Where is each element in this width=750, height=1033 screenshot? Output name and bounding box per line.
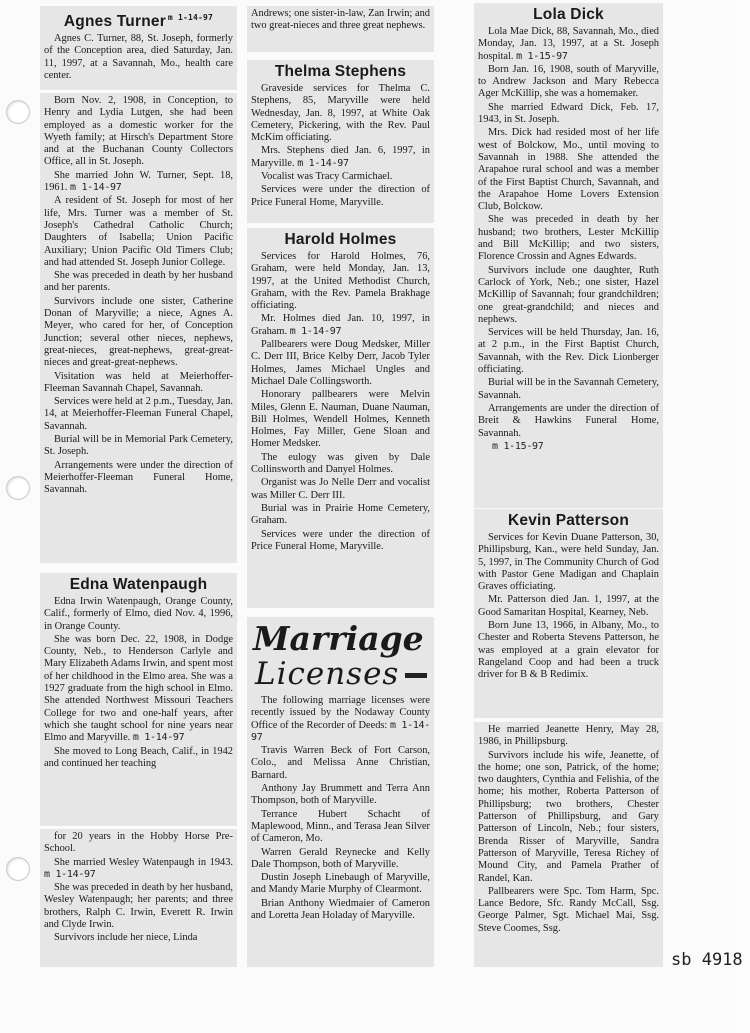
paragraph: She was preceded in death by her husband and her parents. bbox=[44, 270, 233, 294]
paragraph: Travis Warren Beck of Fort Carson, Colo., and Melissa Anne Christian, Barnard. bbox=[251, 745, 430, 781]
clipping-kevin-patterson bbox=[474, 509, 663, 718]
paragraph: Mr. Patterson died Jan. 1, 1997, at the Good Samaritan Hospital, Kearney, Neb. bbox=[478, 594, 659, 618]
paragraph: Organist was Jo Nelle Derr and vocalist was Miller C. Derr III. bbox=[251, 477, 430, 501]
paragraph: Pallbearers were Spc. Tom Harm, Spc. Lance Bedore, Sfc. Randy McCall, Ssg. George Palmer, Sgt. Michael Mai, Ssg. Steve Coomes, Ssg. bbox=[478, 885, 659, 934]
paragraph: She married Wesley Watenpaugh in 1943. m 1-14-97 bbox=[44, 856, 233, 880]
handwritten-date: m 1-14-97 bbox=[251, 719, 430, 743]
obituary-title: Harold Holmes bbox=[284, 231, 397, 248]
paragraph: Services were held at 2 p.m., Tuesday, Jan. 14, at Meierhoffer-Fleeman Funeral Chapel, Savannah. bbox=[44, 396, 233, 432]
punch-hole-bottom bbox=[6, 857, 30, 881]
obituary-title: Kevin Patterson bbox=[507, 512, 629, 529]
paragraph: Survivors include one daughter, Ruth Carlock of York, Neb.; one sister, Hazel McKillip of Savannah; four grandchildren; one great-grandchild; and nieces and nephews. bbox=[478, 264, 659, 325]
obituary-title: Lola Dick bbox=[533, 6, 604, 23]
handwritten-date: m 1-14-97 bbox=[132, 732, 185, 744]
paragraph: She married Edward Dick, Feb. 17, 1943, in St. Joseph. bbox=[478, 101, 659, 126]
paragraph: Pallbearers were Doug Medsker, Miller C. Derr III, Brice Kelby Derr, Jacob Tyler Holmes, James Michael Ungles and Michael Dale Collingsworth. bbox=[251, 339, 430, 387]
paragraph: Services for Harold Holmes, 76, Graham, were held Monday, Jan. 13, 1997, at the United Methodist Church, Graham, with the Rev. Pamela Brakhage officiating. bbox=[251, 251, 430, 312]
clipping-harold-holmes bbox=[247, 228, 434, 608]
paragraph: Warren Gerald Reynecke and Kelly Dale Thompson, both of Maryville. bbox=[251, 846, 430, 870]
paragraph: Born Nov. 2, 1908, in Conception, to Henry and Lydia Lutgen, she had been employed as a domestic worker for the Wyeth family; at Hirsch's Department Store and at the Buchanan County Collectors Office, all in St. Joseph. bbox=[44, 95, 233, 168]
paragraph: Survivors include her niece, Linda bbox=[54, 932, 198, 944]
paragraph: Visitation was held at Meierhoffer-Fleeman Savannah Chapel, Savannah. bbox=[44, 370, 233, 394]
paragraph: Honorary pallbearers were Melvin Miles, Glenn E. Nauman, Duane Nauman, Bill Holmes, Wendell Holmes, Kenneth Holmes, Fay Miller, Gene Sloan and Homer Medsker. bbox=[251, 389, 430, 450]
paragraph: She married John W. Turner, Sept. 18, 1961. m 1-14-97 bbox=[44, 169, 233, 194]
paragraph: Services will be held Thursday, Jan. 16, at 2 p.m., in the First Baptist Church, Savannah, with the Rev. Dick Lionberger officiating. bbox=[478, 327, 659, 376]
handwritten-date: m 1-15-97 bbox=[516, 50, 568, 62]
paragraph: Lola Mae Dick, 88, Savannah, Mo., died Monday, Jan. 13, 1997, at a St. Joseph hospital. m 1-15-97 bbox=[478, 26, 659, 62]
paragraph: The eulogy was given by Dale Collinsworth and Danyel Holmes. bbox=[251, 451, 430, 476]
paragraph: Survivors include one sister, Catherine Donan of Maryville; a niece, Agnes A. Meyer, who cared for her, of Conception Junction; several other nieces, nephews, great-nieces, great-nephews, great-great-nieces and great-great-nephews. bbox=[44, 295, 233, 369]
clipping-agnes-turner-body bbox=[40, 93, 237, 563]
paragraph: Mrs. Dick had resided most of her life west of Bolckow, Mo., until moving to Savannah in 1988. She attended the Arapahoe rural school and was a member of the First Baptist Church, Savannah, and the Arapahoe Home Lovers Extension Club, Bolckow. bbox=[478, 127, 659, 213]
obituary-title: Edna Watenpaugh bbox=[69, 576, 208, 593]
paragraph: for 20 years in the Hobby Horse Pre-School. bbox=[44, 831, 233, 855]
paragraph: Brian Anthony Wiedmaier of Cameron and Loretta Jean Holaday of Maryville. bbox=[251, 897, 430, 922]
paragraph: Vocalist was Tracy Carmichael. bbox=[261, 171, 393, 183]
clipping-lola-dick bbox=[474, 3, 663, 508]
handwritten-date: m 1-14-97 bbox=[70, 182, 122, 194]
dash-rule bbox=[405, 673, 427, 678]
licenses-heading: Licenses bbox=[255, 657, 430, 691]
handwritten-date: m 1-14-97 bbox=[297, 157, 349, 169]
punch-hole-middle bbox=[6, 476, 30, 500]
handwritten-call-number: sb 4918 bbox=[671, 950, 743, 970]
paragraph: Arrangements are under the direction of Breit & Hawkins Funeral Home, Savannah. bbox=[478, 402, 659, 439]
paragraph: Graveside services for Thelma C. Stephens, 85, Maryville were held Wednesday, Jan. 8, 1997, at White Oak Cemetery, Pickering, with the Rev. Paul McKim officiating. bbox=[251, 83, 430, 144]
paragraph: Services for Kevin Duane Patterson, 30, Phillipsburg, Kan., were held Sunday, Jan. 5, 1997, in The Community Church of God with Pastor Gene Madigan and Chaplain Graves officiating. bbox=[478, 532, 659, 593]
handwritten-date: m 1-14-97 bbox=[289, 325, 342, 337]
obituary-title: Agnes Turner $^{m 1-14-97}$ bbox=[63, 13, 214, 31]
paragraph: Terrance Hubert Schacht of Maplewood, Minn., and Terasa Jean Silver of Cameron, Mo. bbox=[251, 808, 430, 845]
paragraph: She moved to Long Beach, Calif., in 1942 and continued her teaching bbox=[44, 745, 233, 769]
paragraph: Born June 13, 1966, in Albany, Mo., to Chester and Roberta Stevens Patterson, he was employed at a grain elevator for Rangeland Coop and had been a truck driver for B & B Redimix. bbox=[478, 620, 659, 681]
handwritten-date: m 1-14-97 bbox=[44, 868, 96, 880]
clipping-edna-watenpaugh-cont bbox=[40, 829, 237, 967]
handwritten-date: m 1-14-97 bbox=[167, 13, 214, 22]
clipping-marriage-licenses bbox=[247, 617, 434, 967]
paragraph: Survivors include his wife, Jeanette, of the home; one son, Patrick, of the home; two daughters, Cynthia and Felishia, of the home; his mother, Roberta Patterson of Phillipsburg; two brothers, Chester Patterson of Phillipsburg, and Gary Patterson of Lincoln, Neb.; four sisters, Brenda Risser of Maryville, Sandra Patterson of Maryville, Teresa Richey of Mound City, and Pamela Prather of Randel, Kan. bbox=[478, 749, 659, 884]
paragraph: Mrs. Stephens died Jan. 6, 1997, in Maryville. m 1-14-97 bbox=[251, 145, 430, 169]
paragraph: She was born Dec. 22, 1908, in Dodge County, Neb., to Henderson Carlyle and Mary Elizabeth Adams Irwin, and spent most of her childhood in the Elmo area. She was a 1927 graduate from the high school in Elmo. She attended Northwest Missouri Teachers College for two and one-half years, after which she taught school for nine years near Elmo and Maryville. m 1-14-97 bbox=[44, 633, 233, 744]
paragraph: Burial will be in the Savannah Cemetery, Savannah. bbox=[478, 377, 660, 401]
obituary-title: Thelma Stephens bbox=[274, 63, 407, 80]
paragraph: Services were under the direction of Price Funeral Home, Maryville. bbox=[251, 528, 430, 552]
paragraph: Anthony Jay Brummett and Terra Ann Thompson, both of Maryville. bbox=[251, 783, 430, 807]
paragraph: Born Jan. 16, 1908, south of Maryville, to Andrew Jackson and Mary Rebecca Ager McKillip, she was a homemaker. bbox=[478, 63, 659, 100]
paragraph: She was preceded in death by her husband; two brothers, Lester McKillip and Bill McKillip; and two sisters, Florence Crossin and Agnes Edwards. bbox=[478, 214, 659, 263]
paragraph: Mr. Holmes died Jan. 10, 1997, in Graham. m 1-14-97 bbox=[251, 313, 430, 337]
paragraph: Agnes C. Turner, 88, St. Joseph, formerly of the Conception area, died Saturday, Jan. 11, 1997, at a Savannah, Mo., health care center. bbox=[44, 33, 233, 82]
paragraph: Arrangements were under the direction of Meierhoffer-Fleeman Funeral Home, Savannah. bbox=[44, 459, 233, 496]
clipping-edna-watenpaugh bbox=[40, 573, 237, 826]
paragraph: Burial will be in Memorial Park Cemetery, St. Joseph. bbox=[44, 434, 233, 458]
clipping-thelma-stephens bbox=[247, 60, 434, 223]
paragraph: Andrews; one sister-in-law, Zan Irwin; and two great-nieces and three great nephews. bbox=[251, 8, 430, 32]
paragraph: Burial was in Prairie Home Cemetery, Graham. bbox=[251, 502, 430, 527]
paragraph: Dustin Joseph Linebaugh of Maryville, and Mandy Marie Murphy of Clearmont. bbox=[251, 872, 430, 896]
punch-hole-top bbox=[6, 100, 30, 124]
page-edge bbox=[736, 0, 750, 1033]
paragraph: Edna Irwin Watenpaugh, Orange County, Calif., formerly of Elmo, died Nov. 4, 1996, in Orange County. bbox=[44, 596, 233, 632]
paragraph: He married Jeanette Henry, May 28, 1986, in Phillipsburg. bbox=[478, 724, 659, 748]
clipping-kevin-patterson-cont bbox=[474, 722, 663, 967]
clipping-agnes-turner-head bbox=[40, 6, 237, 90]
marriage-heading: Marriage bbox=[253, 619, 424, 658]
paragraph: A resident of St. Joseph for most of her life, Mrs. Turner was a member of St. Joseph's Cathedral Catholic Church; Daughters of Isabella; Union Pacific Auxiliary; Union Pacific Old Timers Club; and had attended St. Joseph Junior College. bbox=[44, 195, 233, 268]
paragraph: Services were under the direction of Price Funeral Home, Maryville. bbox=[251, 184, 430, 208]
paragraph: The following marriage licenses were recently issued by the Nodaway County Office of the Recorder of Deeds: m 1-14-97 bbox=[251, 695, 430, 743]
paragraph: She was preceded in death by her husband, Wesley Watenpaugh; her parents; and three brothers, Ralph C. Irwin, Everett R. Irwin and Clyde Irwin. bbox=[44, 882, 233, 931]
clipping-edna-watenpaugh-end bbox=[247, 6, 434, 52]
handwritten-date: m 1-15-97 bbox=[492, 440, 544, 452]
